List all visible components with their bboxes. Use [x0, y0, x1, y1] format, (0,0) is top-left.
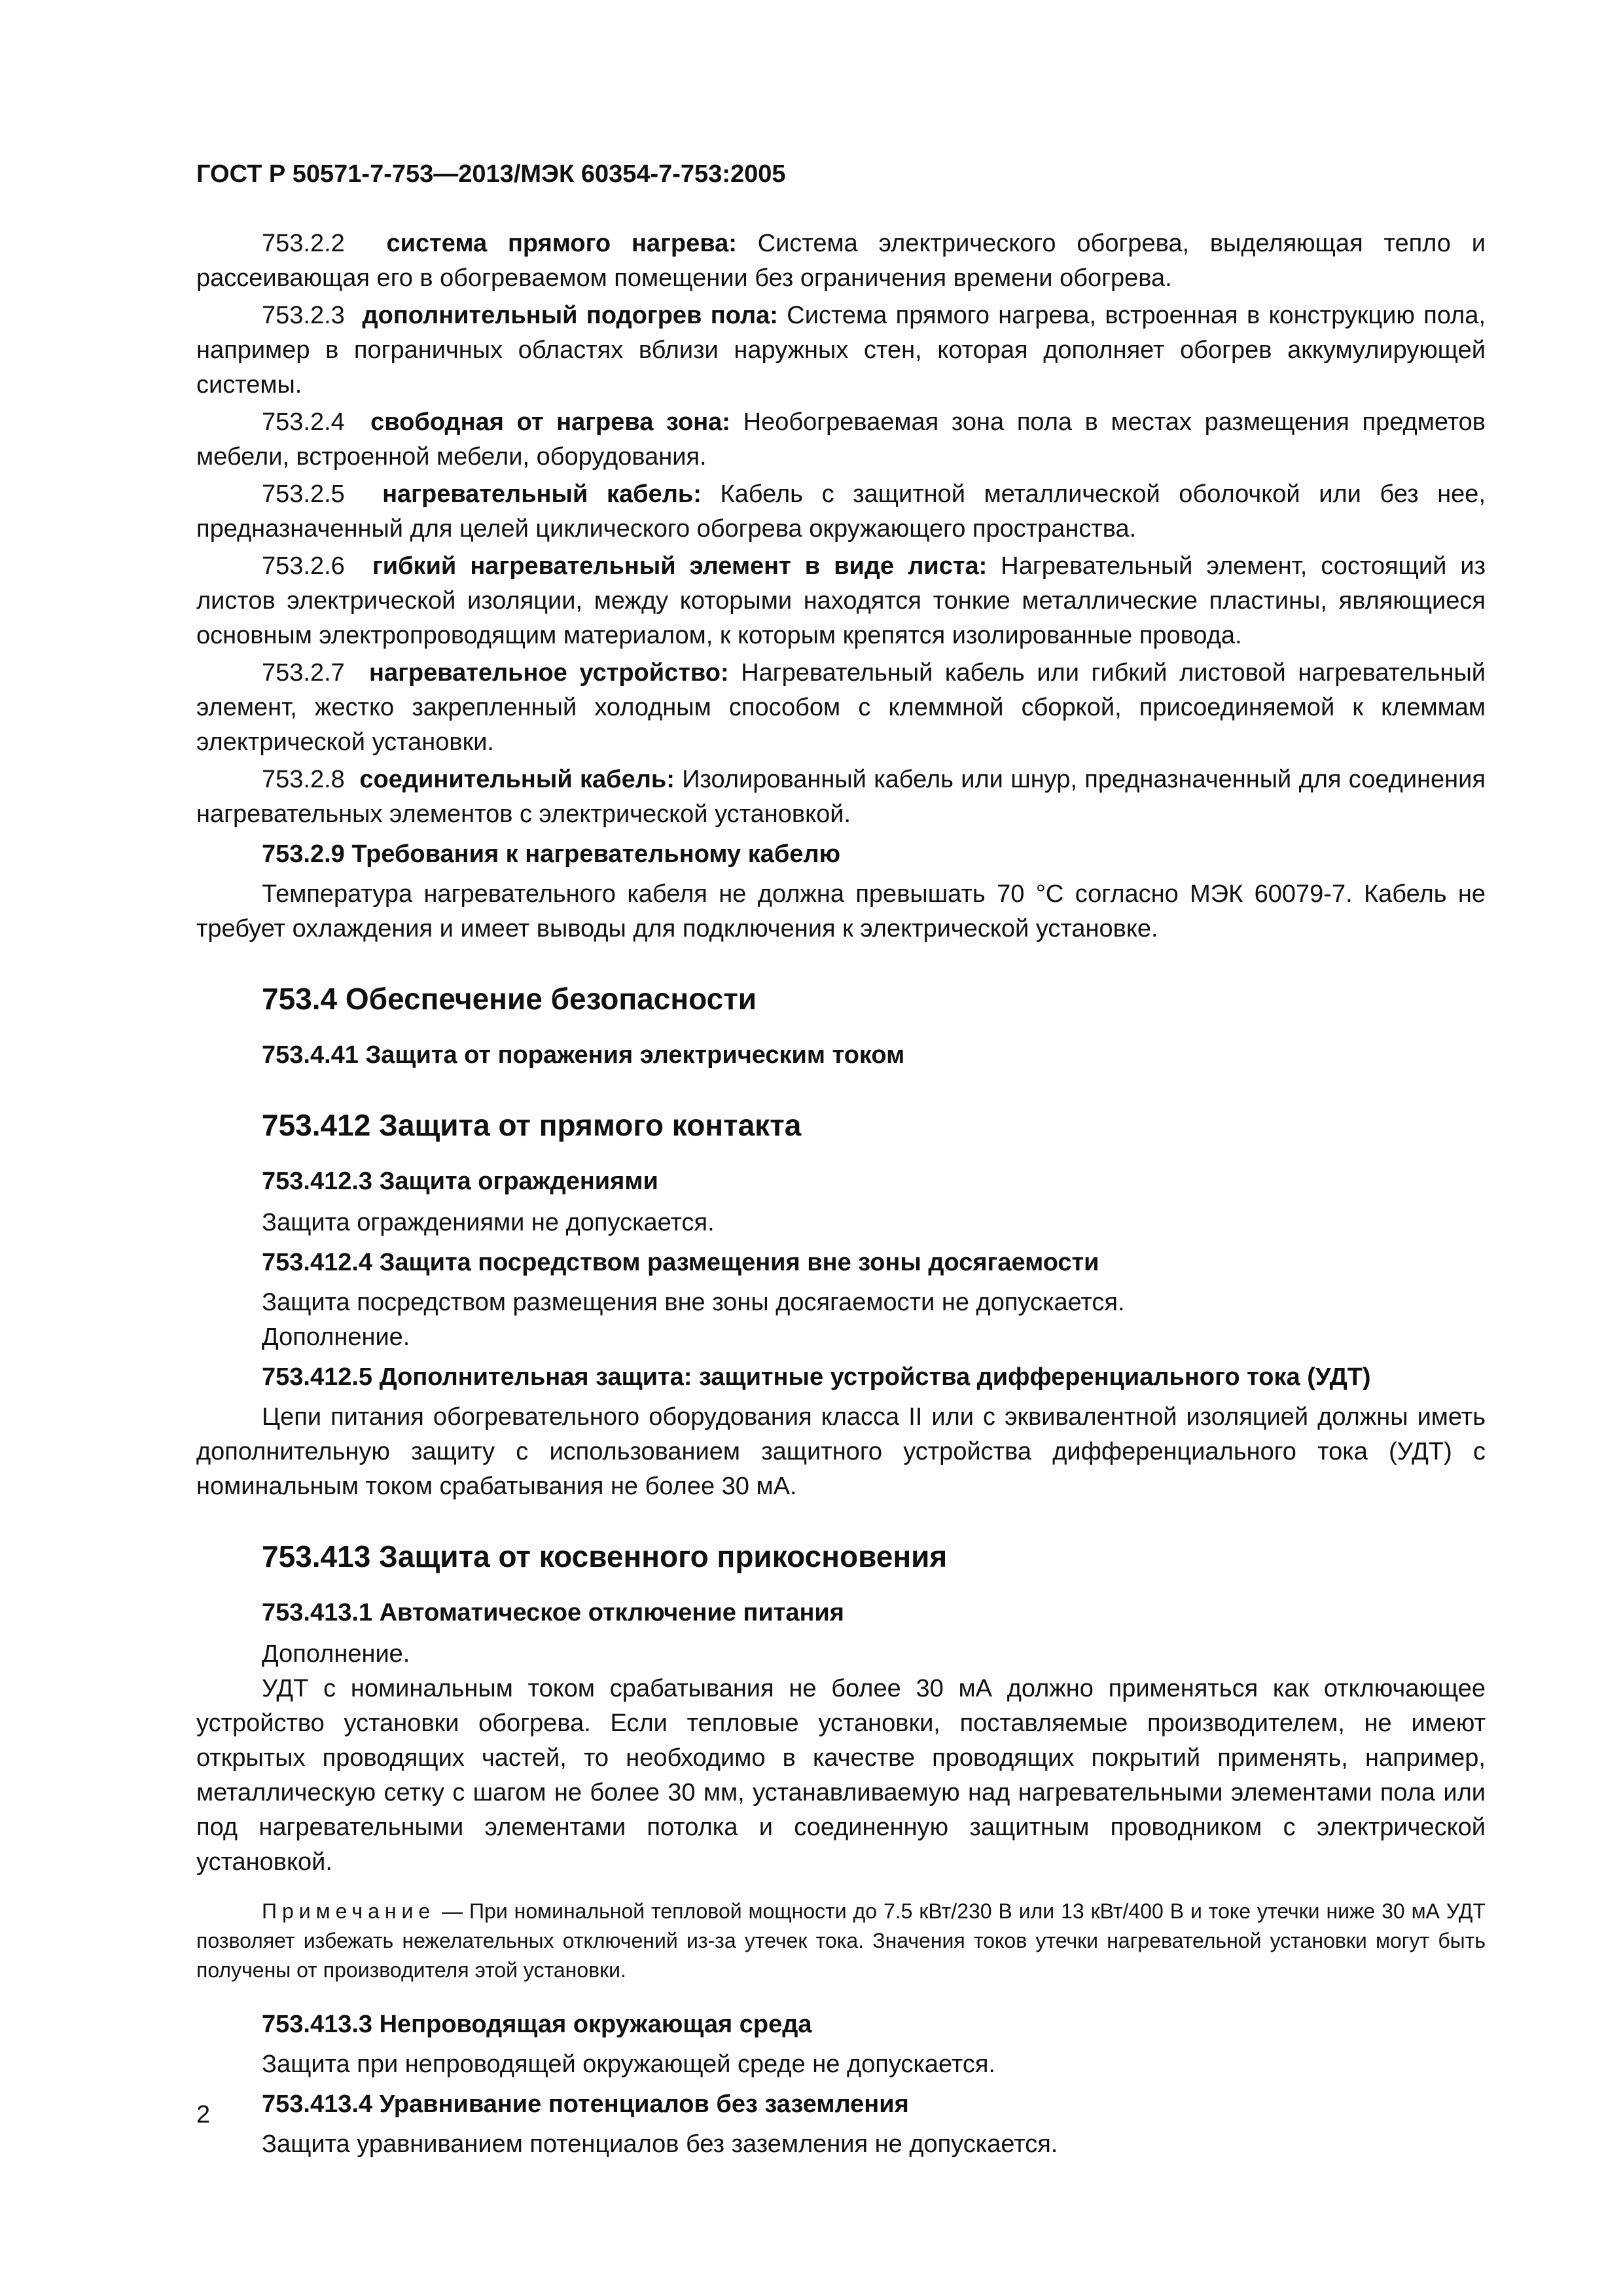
- definition-text: Система прямого нагрева, встроенная в конструкцию пола, например в пограничных областях вблизи наружных стен, которая дополняет обогрев аккумулирующей системы.: [196, 302, 1486, 399]
- subsection-heading: 753.2.9 Требования к нагревательному кабелю: [262, 840, 841, 868]
- subsection-heading: 753.412.4 Защита посредством размещения вне зоны досягаемости: [262, 1249, 1099, 1276]
- definition-number: 753.2.4: [262, 408, 345, 436]
- definition-number: 753.2.3: [262, 302, 345, 329]
- definition-text: Нагревательный кабель или гибкий листовой нагревательный элемент, жестко закрепленный холодным способом с клеммной сборкой, присоединяемой к клеммам электрической установки.: [196, 659, 1486, 756]
- body-paragraph: УДТ с номинальным током срабатывания не более 30 мА должно применяться как отключающее устройство установки обогрева. Если тепловые установки, поставляемые производителем, не имеют открытых проводящих частей, то необходимо в качестве проводящих покрытий применять, например, металлическую сетку с шагом не более 30 мм, устанавливаемую над нагревательными элементами пола или под нагревательными элементами потолка и соединенную защитным проводником с электрической установкой.: [196, 1675, 1486, 1876]
- definition-item: [196, 762, 1486, 832]
- definition-text: Нагревательный элемент, состоящий из листов электрической изоляции, между которыми находятся тонкие металлические пластины, являющиеся основным электропроводящим материалом, к которым крепятся изолированные провода.: [196, 552, 1486, 649]
- body-paragraph: Защита при непроводящей окружающей среде не допускается.: [262, 2051, 995, 2078]
- definition-number: 753.2.2: [262, 230, 345, 257]
- definition-term: дополнительный подогрев пола:: [362, 302, 778, 329]
- definition-item: [196, 477, 1486, 547]
- definition-term: система прямого нагрева:: [386, 230, 737, 257]
- subsection-heading: 753.4.41 Защита от поражения электрическим током: [262, 1041, 905, 1069]
- note-label: Примечание: [262, 1899, 436, 1923]
- definition-text: Кабель с защитной металлической оболочкой или без нее, предназначенный для целей циклического обогрева окружающего пространства.: [196, 480, 1486, 543]
- subsection-heading: 753.412.5 Дополнительная защита: защитные устройства дифференциального тока (УДТ): [262, 1363, 1371, 1391]
- definition-number: 753.2.6: [262, 552, 345, 580]
- definition-item: [196, 298, 1486, 403]
- body-paragraph: Защита посредством размещения вне зоны досягаемости не допускается.: [262, 1289, 1125, 1316]
- body-paragraph: Защита ограждениями не допускается.: [262, 1209, 715, 1236]
- document-page: [196, 160, 1486, 2162]
- page-number: 2: [196, 2101, 211, 2128]
- addition-label: Дополнение.: [262, 1323, 410, 1351]
- subsection-heading: 753.413.1 Автоматическое отключение питания: [262, 1599, 844, 1626]
- subsection-heading: 753.412.3 Защита ограждениями: [262, 1168, 658, 1195]
- definition-number: 753.2.7: [262, 659, 345, 687]
- definition-text: Изолированный кабель или шнур, предназначенный для соединения нагревательных элементов с электрической установкой.: [196, 766, 1486, 828]
- addition-label: Дополнение.: [262, 1640, 410, 1668]
- definition-term: соединительный кабель:: [359, 766, 675, 793]
- subsection-heading: 753.413.4 Уравнивание потенциалов без заземления: [262, 2090, 909, 2118]
- document-header: ГОСТ Р 50571-7-753—2013/МЭК 60354-7-753:2005: [196, 160, 786, 188]
- body-paragraph: Защита уравниванием потенциалов без заземления не допускается.: [262, 2130, 1058, 2158]
- definition-number: 753.2.5: [262, 480, 345, 508]
- section-heading: 753.413 Защита от косвенного прикосновения: [262, 1539, 948, 1573]
- definition-term: нагревательный кабель:: [382, 480, 702, 508]
- definition-text: Система электрического обогрева, выделяющая тепло и рассеивающая его в обогреваемом помещении без ограничения времени обогрева.: [196, 230, 1486, 292]
- definition-term: свободная от нагрева зона:: [370, 408, 730, 436]
- body-paragraph: Цепи питания обогревательного оборудования класса II или с эквивалентной изоляцией должны иметь дополнительную защиту с использованием защитного устройства дифференциального тока (УДТ) с номинальным током срабатывания не более 30 мА.: [196, 1403, 1486, 1500]
- section-heading: 753.412 Защита от прямого контакта: [262, 1108, 802, 1142]
- note-text: — При номинальной тепловой мощности до 7.5 кВт/230 В или 13 кВт/400 В и токе утечки ниже 30 мА УДТ позволяет избежать нежелательных отключений из-за утечек тока. Значения токов утечки нагревательной установки могут быть получены от производителя этой установки.: [196, 1899, 1486, 1982]
- body-paragraph: Температура нагревательного кабеля не должна превышать 70 °С согласно МЭК 60079-7. Кабель не требует охлаждения и имеет выводы для подключения к электрической установке.: [196, 880, 1486, 942]
- note-paragraph: [196, 1897, 1486, 1985]
- definition-item: [196, 405, 1486, 475]
- subsection-heading: 753.413.3 Непроводящая окружающая среда: [262, 2011, 812, 2038]
- definition-term: гибкий нагревательный элемент в виде листа:: [372, 552, 988, 580]
- definition-text: Необогреваемая зона пола в местах размещения предметов мебели, встроенной мебели, оборудования.: [196, 408, 1486, 471]
- section-heading: 753.4 Обеспечение безопасности: [262, 982, 757, 1016]
- definition-item: [196, 656, 1486, 760]
- definition-term: нагревательное устройство:: [369, 659, 729, 687]
- definition-item: [196, 549, 1486, 653]
- definition-number: 753.2.8: [262, 766, 345, 793]
- definitions-list: [196, 226, 1486, 832]
- definition-item: [196, 226, 1486, 296]
